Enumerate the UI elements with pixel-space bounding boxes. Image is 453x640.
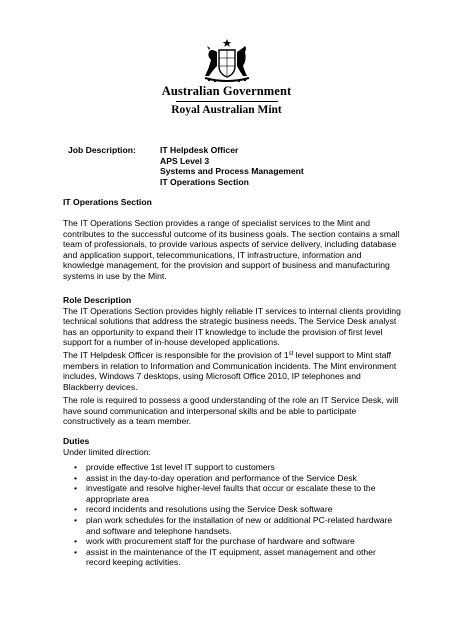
role-heading: Role Description [63,295,132,305]
ops-body-block [63,218,403,282]
duties-list [68,462,393,568]
bullet-icon: • [74,462,78,472]
list-item: • provide effective 1st level IT support to customers [74,462,275,472]
list-item: • record incidents and resolutions using the Service Desk software [74,504,333,515]
job-level: APS Level 3 [160,155,210,166]
role-p2-post: level support to Mint staff members in relation to Information and Communication incidents. The Mint environment includes, Windows 7 desktops, using Microsoft Office 2010, IP telephones and Blackberry devices. [63,350,397,392]
job-title: IT Helpdesk Officer [160,145,239,155]
duties-section [63,436,403,457]
bullet-icon: • [74,483,78,494]
duties-intro: Under limited direction: [63,446,151,457]
org-name: Australian Government [161,84,292,98]
ops-heading: IT Operations Section [63,197,152,207]
list-item: • assist in the maintenance of the IT equipment, asset management and other record keeping activities. [74,546,376,568]
role-paragraph-2-block [63,350,403,392]
role-paragraph-2 [63,350,403,392]
bullet-icon: • [74,504,78,515]
role-paragraph-1: The IT Operations Section provides highly reliable IT services to internal clients providing technical solutions that address the strategic business needs. The Service Desk analyst has an opportunity to expand their IT knowledge to include the provision of first level support for a number of in-house developed applications. [63,305,401,348]
bullet-icon: • [74,472,78,483]
job-division: Systems and Process Management [160,166,304,177]
job-section: IT Operations Section [160,176,249,187]
list-item: • work with procurement staff for the purchase of hardware and software [74,536,355,547]
list-item: • investigate and resolve higher-level faults that occur or escalate these to the appropriate area [74,483,376,504]
bullet-icon: • [74,536,78,547]
role-paragraph-3-block [63,395,403,427]
bullet-icon: • [74,546,78,557]
bullet-icon: • [74,514,78,525]
role-p2-sup: st [288,351,294,357]
coat-of-arms-icon [199,38,255,84]
ops-body: The IT Operations Section provides a range of specialist services to the Mint and contributes to the successful outcome of its business goals. The section contains a small team of professionals, to provide various aspects of service delivery, including database and application support, telecommunications, IT infrastructure, information and knowledge management, for the provision and support of business and manufacturing systems in use by the Mint. [63,218,400,281]
job-description-label: Job Description: [68,145,136,155]
job-description-values [160,145,304,187]
role-section [63,295,403,348]
org-divider [176,101,278,102]
org-subname: Royal Australian Mint [171,104,282,116]
list-item: • assist in the day-to-day operation and performance of the Service Desk [74,472,357,483]
duties-heading: Duties [63,436,90,446]
role-p2-pre: The IT Helpdesk Officer is responsible for the provision of 1 [63,350,289,360]
ops-section [63,197,403,208]
role-paragraph-3: The role is required to possess a good understanding of the role an IT Service Desk, will have sound communication and interpersonal skills and be able to participate constructively as a team member. [63,395,399,427]
duties-list-block [68,462,393,568]
list-item: • plan work schedules for the installation of new or additional PC-related hardware and software and telephone handsets. [74,514,393,536]
